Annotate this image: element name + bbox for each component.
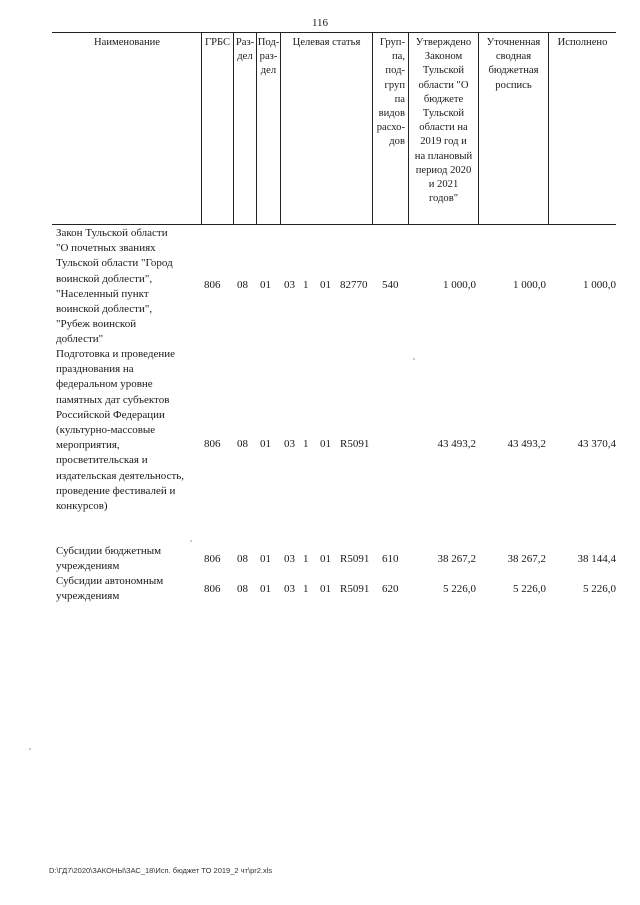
row-name: Подготовка и проведение празднования на федеральном уровне памятных дат субъектов Российской Федерации (культурно-массовые мероприятия, просветительская и издательская деятельность, проведение фестивалей и конкурсов) bbox=[56, 348, 185, 513]
specified-value: 1 000,0 bbox=[513, 279, 546, 291]
header-grbs: ГРБС bbox=[204, 37, 231, 48]
target-part-4: 82770 bbox=[340, 279, 368, 291]
target-part-1: 03 bbox=[284, 438, 295, 450]
target-part-4: R5091 bbox=[340, 583, 370, 595]
approved-value: 1 000,0 bbox=[443, 279, 476, 291]
target-part-3: 01 bbox=[320, 553, 331, 565]
grbs-value: 806 bbox=[204, 279, 221, 291]
specified-value: 38 267,2 bbox=[507, 553, 546, 565]
row-name: Субсидии бюджетным учреждениям bbox=[56, 545, 162, 573]
row-name: Субсидии автономным учреждениям bbox=[56, 575, 164, 603]
grbs-value: 806 bbox=[204, 583, 221, 595]
expense-type-value: 610 bbox=[382, 553, 399, 565]
expense-type-value: 540 bbox=[382, 279, 399, 291]
target-part-2: 1 bbox=[303, 438, 309, 450]
target-part-4: R5091 bbox=[340, 553, 370, 565]
page-number: 116 bbox=[311, 17, 329, 29]
target-part-3: 01 bbox=[320, 438, 331, 450]
target-part-1: 03 bbox=[284, 279, 295, 291]
podrazdel-value: 01 bbox=[260, 438, 271, 450]
specified-value: 5 226,0 bbox=[513, 583, 546, 595]
podrazdel-value: 01 bbox=[260, 583, 271, 595]
header-podrazdel: Под- раз- дел bbox=[257, 37, 280, 77]
approved-value: 5 226,0 bbox=[443, 583, 476, 595]
header-target-article: Целевая статья bbox=[292, 37, 361, 48]
row-name: Закон Тульской области "О почетных званиях Тульской области "Город воинской доблести", "Населенный пункт воинской доблести", "Рубеж воинской доблести" bbox=[56, 227, 173, 346]
approved-value: 38 267,2 bbox=[437, 553, 476, 565]
target-part-3: 01 bbox=[320, 279, 331, 291]
scan-speck bbox=[190, 540, 192, 542]
done-value: 5 226,0 bbox=[583, 583, 616, 595]
podrazdel-value: 01 bbox=[260, 279, 271, 291]
header-done: Исполнено bbox=[557, 37, 608, 48]
done-value: 1 000,0 bbox=[583, 279, 616, 291]
razdel-value: 08 bbox=[237, 553, 248, 565]
target-part-2: 1 bbox=[303, 553, 309, 565]
header-name: Наименование bbox=[94, 37, 160, 48]
header-specified: Уточненная сводная бюджетная роспись bbox=[486, 37, 541, 91]
podrazdel-value: 01 bbox=[260, 553, 271, 565]
grbs-value: 806 bbox=[204, 553, 221, 565]
razdel-value: 08 bbox=[237, 438, 248, 450]
table-row bbox=[0, 279, 640, 293]
target-part-4: R5091 bbox=[340, 438, 370, 450]
table-row bbox=[0, 438, 640, 452]
header-razdel: Раз- дел bbox=[235, 37, 255, 63]
scan-speck bbox=[29, 748, 31, 750]
target-part-2: 1 bbox=[303, 279, 309, 291]
done-value: 43 370,4 bbox=[577, 438, 616, 450]
file-path-footer: D:\ГД7\2020\ЗАКОНЫ\ЗАС_18\Исп. бюджет ТО 2019_2 чт\pr2.xls bbox=[49, 866, 273, 875]
target-part-2: 1 bbox=[303, 583, 309, 595]
done-value: 38 144,4 bbox=[577, 553, 616, 565]
grbs-value: 806 bbox=[204, 438, 221, 450]
specified-value: 43 493,2 bbox=[507, 438, 546, 450]
approved-value: 43 493,2 bbox=[437, 438, 476, 450]
scan-speck bbox=[413, 358, 415, 360]
column-divider bbox=[280, 32, 281, 225]
target-part-1: 03 bbox=[284, 553, 295, 565]
razdel-value: 08 bbox=[237, 279, 248, 291]
column-divider bbox=[548, 32, 549, 225]
target-part-3: 01 bbox=[320, 583, 331, 595]
header-expense-type: Груп- па, под- груп па видов расхо- дов bbox=[376, 37, 405, 148]
razdel-value: 08 bbox=[237, 583, 248, 595]
target-part-1: 03 bbox=[284, 583, 295, 595]
column-divider bbox=[201, 32, 202, 225]
header-approved: Утверждено Законом Тульской области "О бюджете Тульской области на 2019 год и на плановый период 2020 и 2021 годов" bbox=[414, 37, 473, 205]
expense-type-value: 620 bbox=[382, 583, 399, 595]
table-row bbox=[0, 553, 640, 567]
table-row bbox=[0, 583, 640, 597]
